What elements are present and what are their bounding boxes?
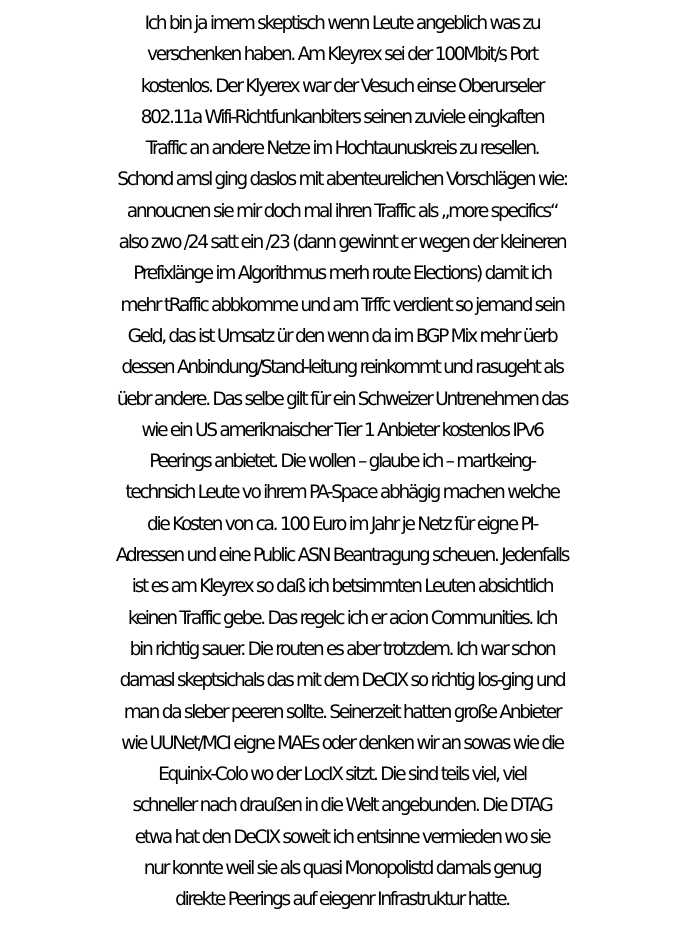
- text-line: Geld, das ist Umsatz ür den wenn da im BGP Mix mehr üerb: [127, 325, 557, 347]
- text-line: bin richtig sauer. Die routen es aber trotzdem. Ich war schon: [129, 638, 555, 660]
- text-line: nur konnte weil sie als quasi Monopolistd damals genug: [143, 858, 541, 880]
- text-line: technsich Leute vo ihrem PA-Space abhägig machen welche: [125, 482, 559, 504]
- text-line: direkte Peerings auf eiegenr Infrastruktur hatte.: [175, 889, 509, 911]
- text-line: mehr tRaffic abbkomme und am Trffc verdient so jemand sein: [120, 294, 564, 316]
- text-line: annoucnen sie mir doch mal ihren Traffic als „more specifics“: [126, 200, 558, 222]
- text-line: Equinix-Colo wo der LocIX sitzt. Die sind teils viel, viel: [158, 764, 526, 786]
- text-line: also zwo /24 satt ein /23 (dann gewinnt er wegen der kleineren: [118, 232, 566, 254]
- text-line: etwa hat den DeCIX soweit ich entsinne vermieden wo sie: [134, 826, 550, 848]
- text-line: 802.11a Wifi-Richtfunkanbiters seinen zuviele eingkaften: [140, 106, 544, 128]
- text-line: dessen Anbindung/Stand-leitung reinkommt und rasugeht als: [121, 357, 563, 379]
- text-line: kostenlos. Der Klyerex war der Vesuch einse Oberurseler: [140, 75, 544, 97]
- text-line: Prefixlänge im Algorithmus merh route Elections) damit ich: [133, 263, 551, 285]
- text-line: keinen Traffic gebe. Das regelc ich er acion Communities. Ich: [127, 607, 557, 629]
- text-line: Ich bin ja imem skeptisch wenn Leute angeblich was zu: [144, 13, 540, 34]
- document-text: [0, 8, 684, 916]
- text-line: damasl skeptsichals das mit dem DeCIX so richtig los-ging und: [119, 670, 565, 692]
- text-line: wie ein US ameriknaischer Tier 1 Anbieter kostenlos IPv6: [141, 419, 543, 441]
- text-line: schneller nach draußen in die Welt angebunden. Die DTAG: [132, 795, 552, 817]
- text-line: man da sleber peeren sollte. Seinerzeit hatten große Anbieter: [123, 701, 561, 723]
- text-line: üebr andere. Das selbe gilt für ein Schweizer Untrenehmen das: [116, 388, 568, 410]
- text-line: ist es am Kleyrex so daß ich betsimmten Leuten absichtlich: [131, 576, 553, 598]
- text-line: Traffic an andere Netze im Hochtaunuskreis zu resellen.: [145, 138, 539, 160]
- text-line: Peerings anbietet. Die wollen – glaube ich – martkeing-: [149, 451, 535, 473]
- text-line: Schond amsl ging daslos mit abenteurelichen Vorschlägen wie:: [117, 169, 567, 191]
- text-line: die Kosten von ca. 100 Euro im Jahr je Netz für eigne PI-: [146, 513, 537, 535]
- text-line: Adressen und eine Public ASN Beantragung scheuen. Jedenfalls: [115, 545, 569, 567]
- text-line: wie UUNet/MCI eigne MAEs oder denken wir an sowas wie die: [121, 732, 563, 754]
- text-line: verschenken haben. Am Kleyrex sei der 100Mbit/s Port: [147, 44, 537, 66]
